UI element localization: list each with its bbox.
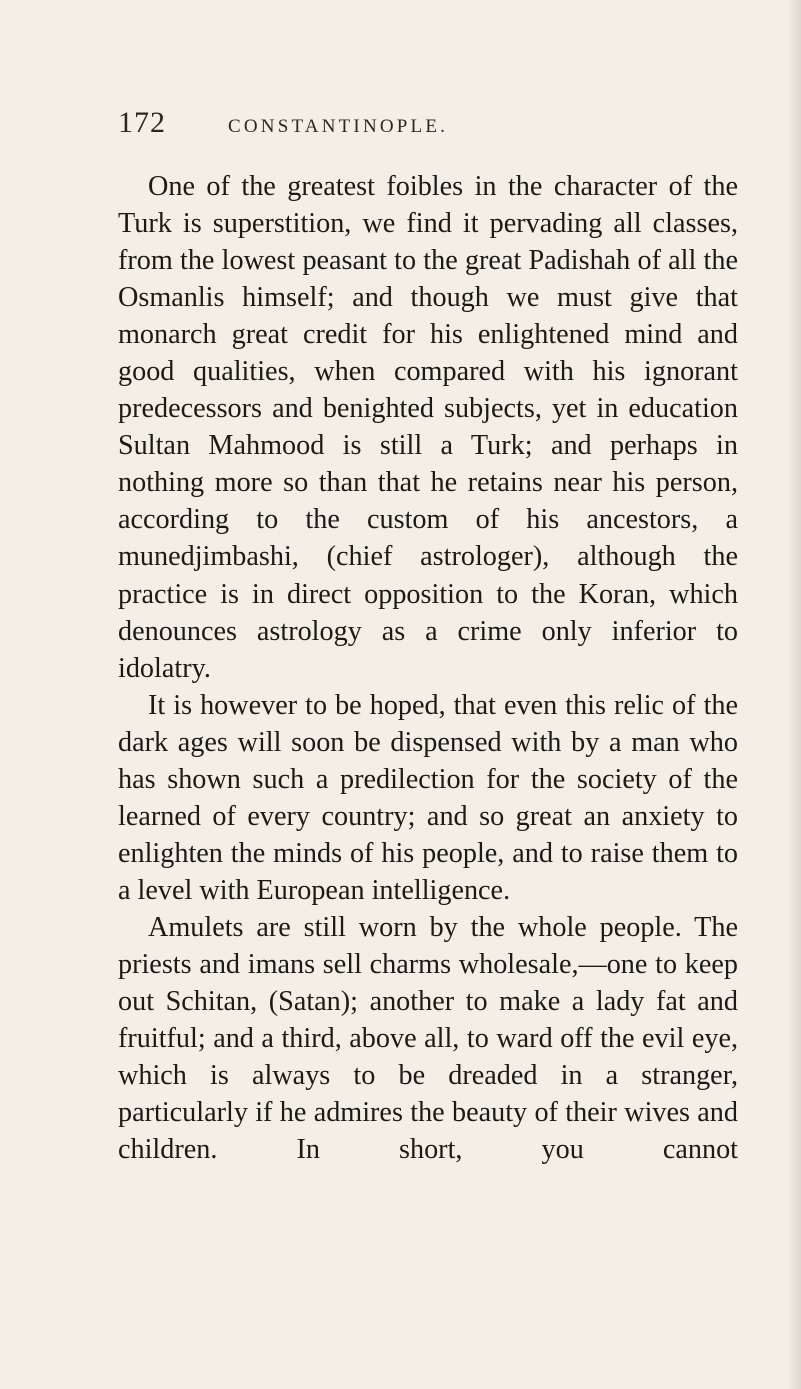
page-number: 172 bbox=[118, 106, 166, 139]
page-header bbox=[118, 106, 738, 150]
body-text bbox=[118, 168, 738, 1168]
paragraph-superstition: One of the greatest foibles in the character of the Turk is superstition, we find it pervading all classes, from the lowest peasant to the great Padishah of all the Osmanlis himself; and though we must give that monarch great credit for his enlightened mind and good qualities, when compared with his ignorant predecessors and benighted subjects, yet in education Sultan Mahmood is still a Turk; and perhaps in nothing more so than that he retains near his person, according to the custom of his ancestors, a munedjimbashi, (chief astrologer), although the practice is in direct opposition to the Koran, which denounces astrology as a crime only inferior to idolatry. bbox=[118, 171, 738, 684]
paragraph-amulets: Amulets are still worn by the whole people. The priests and imans sell charms wholesale,—one to keep out Schitan, (Satan); another to make a lady fat and fruitful; and a third, above all, to ward off the evil eye, which is always to be dreaded in a stranger, particularly if he admires the beauty of their wives and children. In short, you cannot bbox=[118, 911, 738, 1166]
paragraph-hope: It is however to be hoped, that even this relic of the dark ages will soon be dispensed with by a man who has shown such a predilection for the society of the learned of every country; and so great an anxiety to enlighten the minds of his people, and to raise them to a level with European intelligence. bbox=[118, 689, 738, 906]
page-edge-shadow bbox=[787, 0, 801, 1389]
running-head: CONSTANTINOPLE. bbox=[228, 116, 449, 137]
